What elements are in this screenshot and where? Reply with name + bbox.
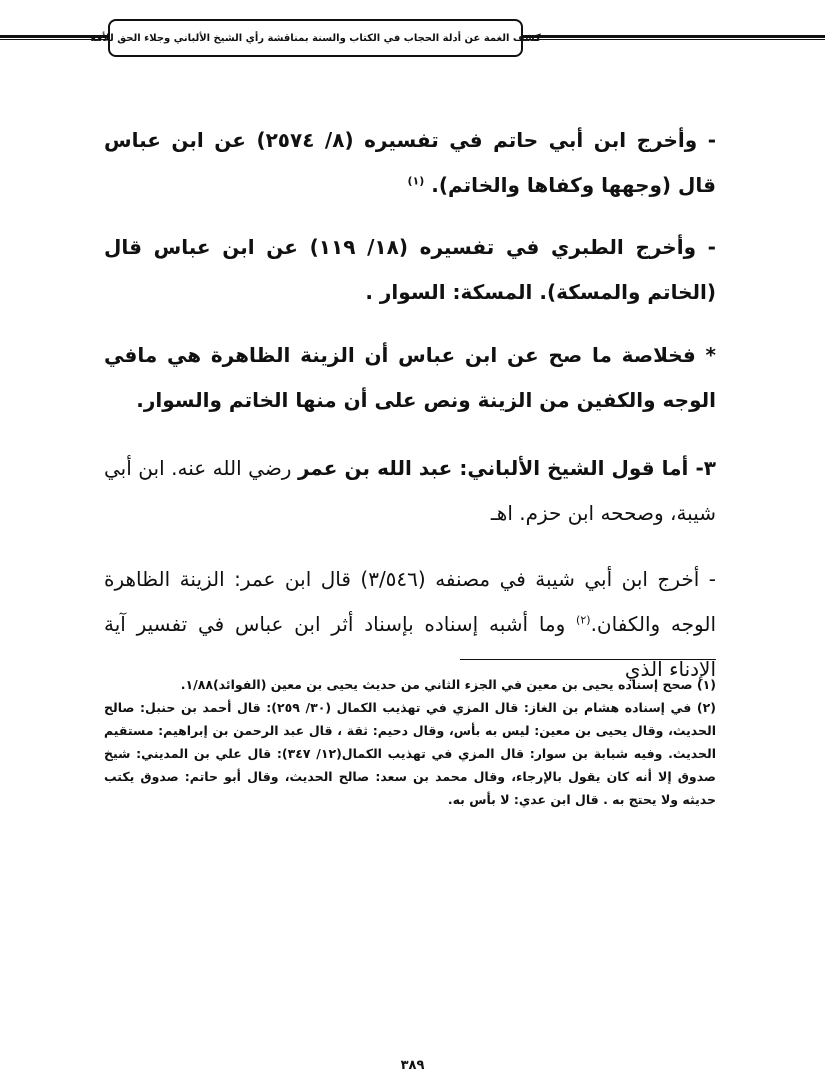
- running-header-title: كشف الغمة عن أدلة الحجاب في الكتاب والسنة بمناقشة رأي الشيخ الألباني وجلاء الحق للأمة: [90, 32, 541, 44]
- paragraph-4: [104, 446, 716, 536]
- page-number: ٣٨٩: [400, 1058, 425, 1073]
- paragraph-5: [104, 557, 716, 692]
- paragraph-2: [104, 225, 716, 315]
- paragraph-4-heading: ٣- أما قول الشيخ الألباني: عبد الله بن عمر: [297, 456, 717, 480]
- paragraph-3: [104, 333, 716, 423]
- paragraph-1: [104, 118, 716, 208]
- footnotes: [104, 673, 716, 811]
- paragraph-5-text-a: - أخرج ابن أبي شيبة في مصنفه (٣/٥٤٦) قال ابن عمر: الزينة الظاهرة الوجه والكفان.: [104, 567, 716, 636]
- paragraph-4-text: رضي الله عنه. ابن أبي شيبة، وصححه ابن حزم. اهـ: [104, 456, 716, 525]
- footnote-ref-2[interactable]: (٢): [576, 613, 591, 627]
- footnote-ref-1[interactable]: (١): [407, 174, 425, 188]
- footnote-1: (١) صحح إسناده يحيى بن معين في الجزء الثاني من حديث يحيى بن معين (الفوائد)١/٨٨.: [180, 677, 716, 692]
- running-header: [90, 19, 541, 57]
- header-rule-right: [520, 35, 825, 40]
- paragraph-3-text: * فخلاصة ما صح عن ابن عباس أن الزينة الظاهرة هي مافي الوجه والكفين من الزينة ونص على أن منها الخاتم والسوار.: [104, 343, 716, 412]
- footnote-2: (٢) في إسناده هشام بن الغاز: قال المزي في تهذيب الكمال (٣٠/ ٢٥٩): قال أحمد بن حنبل: صالح الحديث، وقال يحيى بن معين: ليس به بأس، وقال دحيم: ثقة ، قال عبد الرحمن بن إبراهيم: مستقيم الحديث. وفيه شبابة بن سوار: قال المزي في تهذيب الكمال(١٢/ ٣٤٧): قال علي بن المديني: شيخ صدوق إلا أنه كان يقول بالإرجاء، وقال محمد بن سعد: صالح الحديث، وقال أبو حاتم: صدوق يكتب حديثه ولا يحتج به . قال ابن عدي: لا بأس به.: [104, 700, 717, 807]
- paragraph-5-text-b: وما أشبه إسناده بإسناد أثر ابن عباس في تفسير آية الإدناء الذي: [104, 612, 716, 681]
- footnote-separator: [460, 659, 716, 660]
- paragraph-1-text: - وأخرج ابن أبي حاتم في تفسيره (٨/ ٢٥٧٤) عن ابن عباس قال (وجهها وكفاها والخاتم).: [104, 128, 716, 197]
- paragraph-2-text: - وأخرج الطبري في تفسيره (١٨/ ١١٩) عن ابن عباس قال (الخاتم والمسكة). المسكة: السوار .: [104, 235, 716, 304]
